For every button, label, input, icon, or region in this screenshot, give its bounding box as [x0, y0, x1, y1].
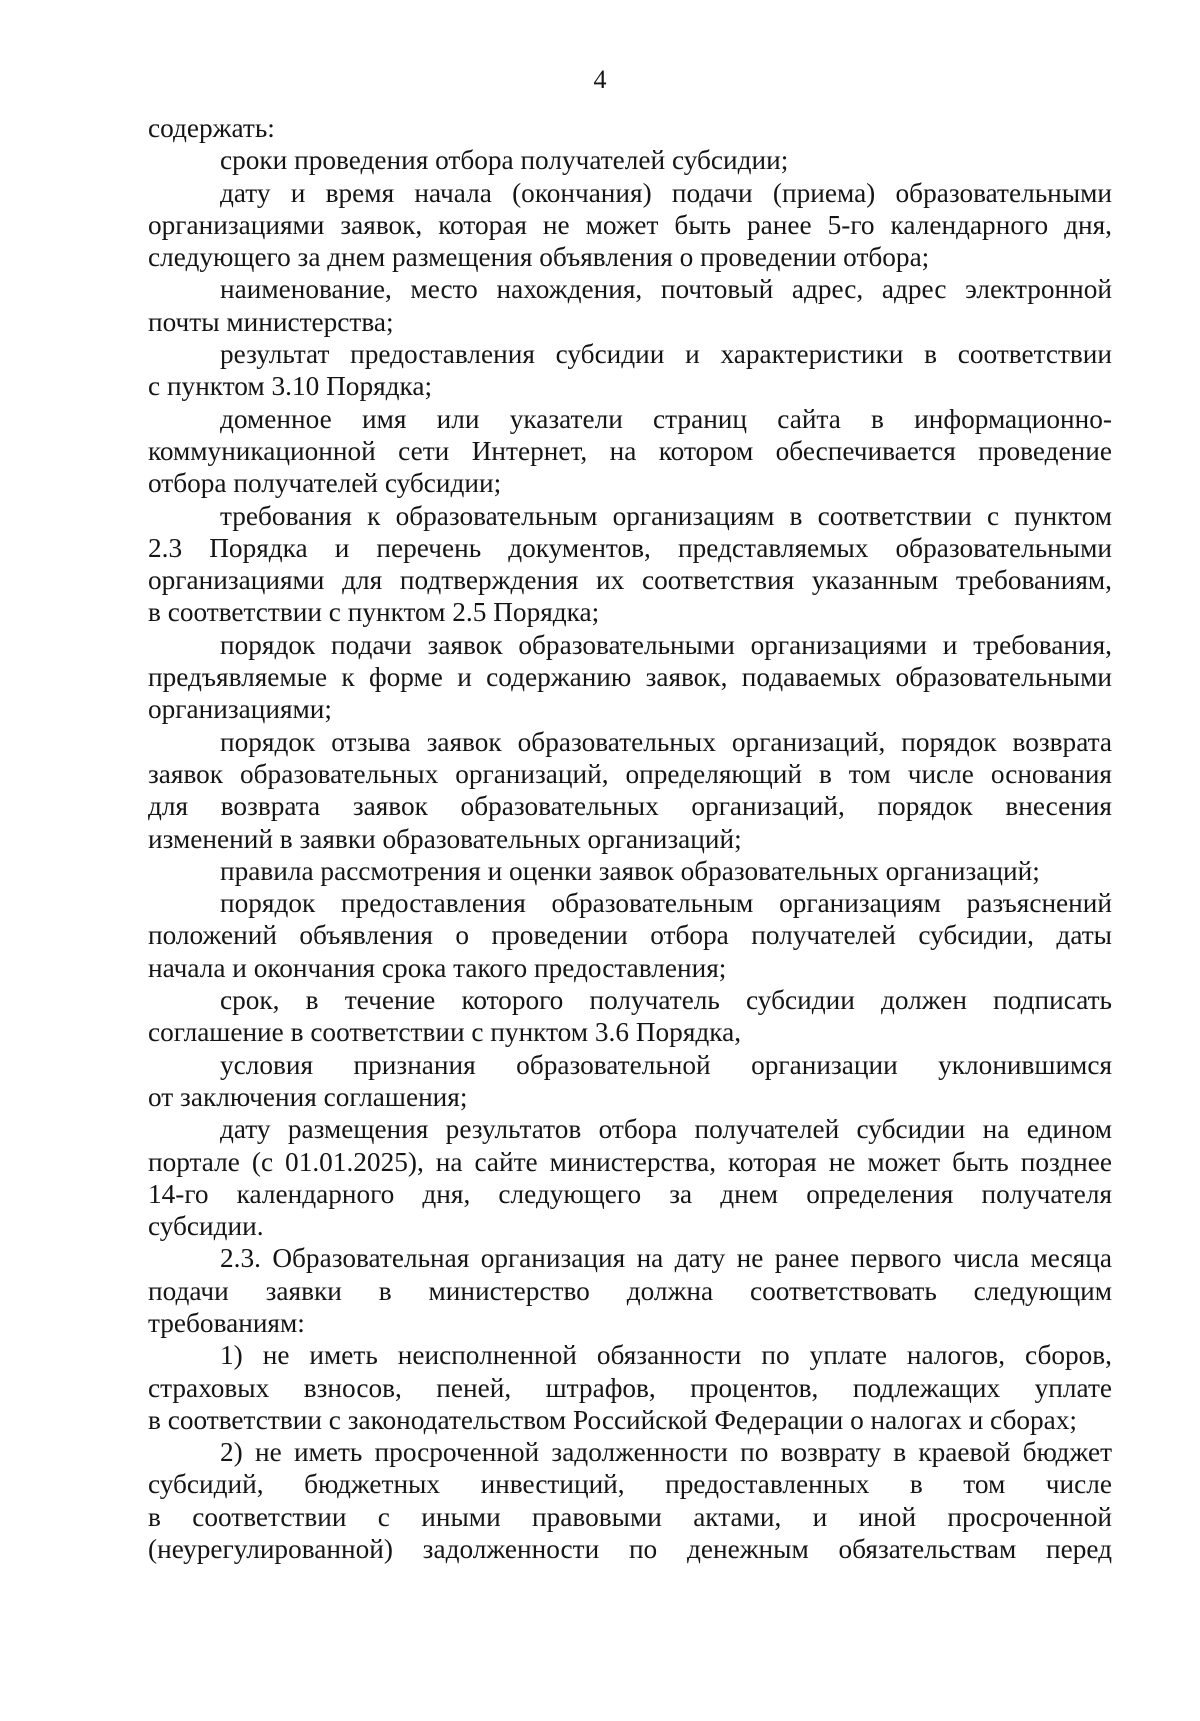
text-line: результат предоставления субсидии и характеристики в соответствии: [220, 339, 1112, 370]
text-line: 2) не иметь просроченной задолженности по возврату в краевой бюджет: [220, 1437, 1112, 1468]
text-line: условия признания образовательной организации уклонившимся: [220, 1049, 1112, 1080]
text-line: доменное имя или указатели страниц сайта в информационно-: [220, 403, 1112, 434]
text-line: изменений в заявки образовательных организаций;: [148, 823, 742, 854]
text-line: страховых взносов, пеней, штрафов, процентов, подлежащих уплате: [148, 1372, 1112, 1403]
text-line: организациями для подтверждения их соответствия указанным требованиям,: [148, 565, 1112, 596]
text-line: отбора получателей субсидии;: [148, 468, 502, 499]
text-line: соглашение в соответствии с пунктом 3.6 Порядка,: [148, 1017, 742, 1048]
text-line: подачи заявки в министерство должна соответствовать следующим: [148, 1275, 1112, 1306]
text-line: порядок отзыва заявок образовательных организаций, порядок возврата: [220, 726, 1112, 757]
text-line: субсидий, бюджетных инвестиций, предоставленных в том числе: [148, 1469, 1112, 1500]
text-line: 1) не иметь неисполненной обязанности по уплате налогов, сборов,: [220, 1340, 1112, 1371]
text-line: 2.3. Образовательная организация на дату не ранее первого числа месяца: [220, 1243, 1112, 1274]
text-line: дату размещения результатов отбора получателей субсидии на едином: [220, 1114, 1112, 1145]
text-line: сроки проведения отбора получателей субсидии;: [220, 145, 789, 176]
text-line: организациями заявок, которая не может быть ранее 5-го календарного дня,: [148, 209, 1112, 240]
text-line: для возврата заявок образовательных организаций, порядок внесения: [148, 791, 1112, 822]
text-line: 14-го календарного дня, следующего за днем определения получателя: [148, 1178, 1112, 1209]
text-line: следующего за днем размещения объявления о проведении отбора;: [148, 242, 930, 273]
text-line: наименование, место нахождения, почтовый адрес, адрес электронной: [220, 274, 1112, 305]
document-body: [148, 112, 1112, 1565]
text-line: с пунктом 3.10 Порядка;: [148, 371, 433, 402]
text-line: правила рассмотрения и оценки заявок образовательных организаций;: [220, 855, 1040, 886]
text-line: порядок предоставления образовательным организациям разъяснений: [220, 888, 1112, 919]
text-line: в соответствии с законодательством Российской Федерации о налогах и сборах;: [148, 1404, 1077, 1435]
page-number: 4: [593, 65, 607, 94]
text-line: предъявляемые к форме и содержанию заявок, подаваемых образовательными: [148, 662, 1112, 693]
text-line: субсидии.: [148, 1211, 264, 1242]
text-line: положений объявления о проведении отбора получателей субсидии, даты: [148, 920, 1112, 951]
text-line: организациями;: [148, 694, 332, 725]
text-line: (неурегулированной) задолженности по денежным обязательствам перед: [148, 1534, 1112, 1565]
text-line: дату и время начала (окончания) подачи (приема) образовательными: [220, 177, 1112, 208]
text-line: порядок подачи заявок образовательными организациями и требования,: [220, 629, 1112, 660]
text-line: почты министерства;: [148, 306, 394, 337]
text-line: начала и окончания срока такого предоставления;: [148, 952, 727, 983]
text-line: содержать:: [148, 113, 275, 143]
text-line: заявок образовательных организаций, определяющий в том числе основания: [148, 758, 1112, 789]
text-line: требования к образовательным организациям в соответствии с пунктом: [220, 500, 1112, 531]
text-line: в соответствии с иными правовыми актами, и иной просроченной: [148, 1501, 1112, 1532]
text-line: требованиям:: [148, 1307, 305, 1338]
text-line: в соответствии с пунктом 2.5 Порядка;: [148, 597, 600, 628]
text-line: портале (с 01.01.2025), на сайте министерства, которая не может быть позднее: [148, 1146, 1112, 1177]
text-line: срок, в течение которого получатель субсидии должен подписать: [220, 985, 1112, 1016]
text-line: коммуникационной сети Интернет, на котором обеспечивается проведение: [148, 435, 1112, 466]
text-line: от заключения соглашения;: [148, 1081, 468, 1112]
text-line: 2.3 Порядка и перечень документов, представляемых образовательными: [148, 532, 1112, 563]
